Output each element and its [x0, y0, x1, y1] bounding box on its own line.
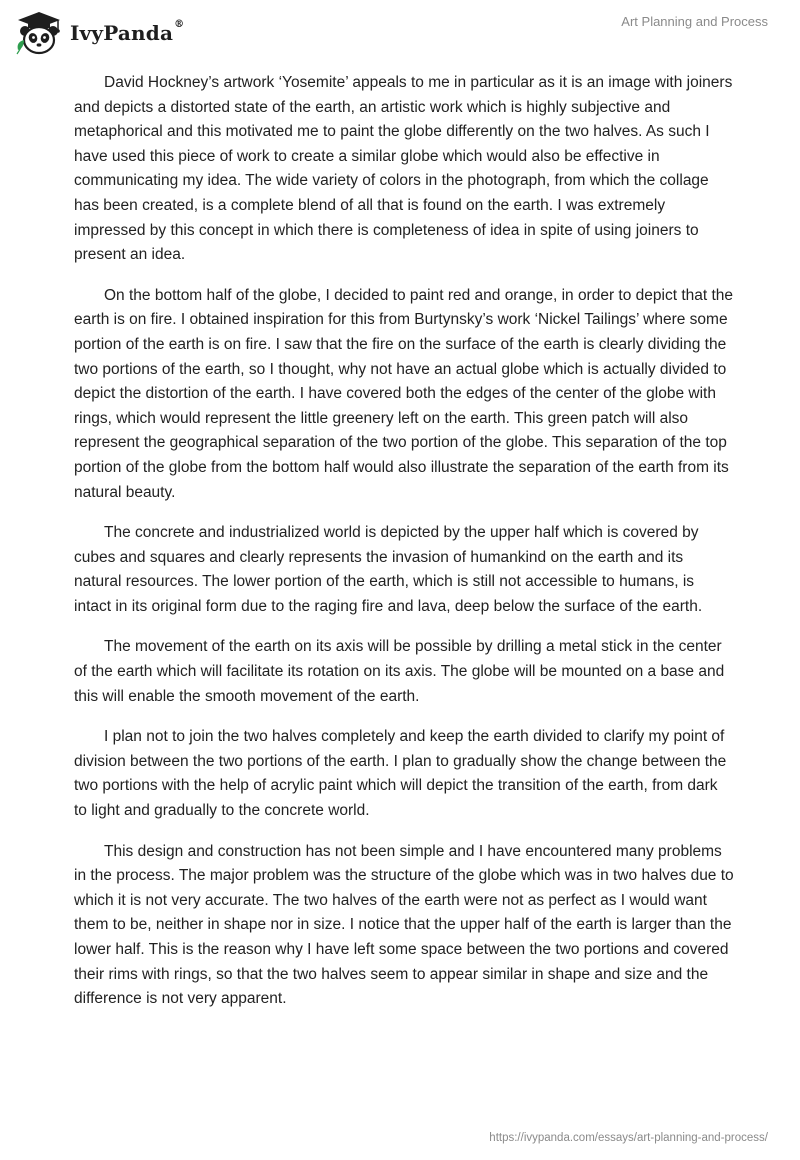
brand-name: [70, 21, 184, 45]
brand-name-text: IvyPanda: [70, 21, 174, 45]
paragraph: I plan not to join the two halves completely and keep the earth divided to clarify my point of division between the two portions of the earth. I plan to gradually show the change between the two portions with the help of acrylic paint which will depict the transition of the earth, from dark to light and gradually to the concrete world.: [74, 728, 727, 820]
paragraph: The concrete and industrialized world is depicted by the upper half which is covered by cubes and squares and clearly represents the invasion of humankind on the earth and its natural resources. The lower portion of the earth, which is still not accessible to humans, is intact in its original form due to the raging fire and lava, deep below the surface of the earth.: [74, 524, 703, 615]
page-header: [0, 0, 800, 70]
registered-mark: ®: [174, 19, 185, 30]
paragraph: This design and construction has not been simple and I have encountered many problems in the process. The major problem was the structure of the globe which was in two halves due to which it is not very accurate. The two halves of the earth were not as perfect as I would want them to be, neither in shape nor in size. I notice that the upper half of the earth is larger than the lower half. This is the reason why I have left some space between the two portions and covered their rims with rings, so that the two halves seem to appear similar in shape and size and the difference is not very apparent.: [74, 842, 734, 1008]
panda-graduation-cap-icon: [14, 10, 64, 56]
brand-logo[interactable]: [14, 10, 184, 56]
source-url-link[interactable]: https://ivypanda.com/essays/art-planning-and-process/: [489, 1132, 768, 1144]
paragraph: The movement of the earth on its axis will be possible by drilling a metal stick in the center of the earth which will facilitate its rotation on its axis. The globe will be mounted on a base and this will enable the smooth movement of the earth.: [74, 638, 725, 705]
essay-body: [74, 71, 734, 1028]
document-title: Art Planning and Process: [621, 14, 768, 29]
paragraph: David Hockney’s artwork ‘Yosemite’ appeals to me in particular as it is an image with joiners and depicts a distorted state of the earth, an artistic work which is highly subjective and metaphorical and this motivated me to paint the globe differently on the two halves. As such I have used this piece of work to create a similar globe which would also be effective in communicating my idea. The wide variety of colors in the photograph, from which the collage has been created, is a complete blend of all that is found on the earth. I was extremely impressed by this concept in which there is completeness of idea in spite of using joiners to present an idea.: [74, 74, 733, 264]
paragraph: On the bottom half of the globe, I decided to paint red and orange, in order to depict that the earth is on fire. I obtained inspiration for this from Burtynsky’s work ‘Nickel Tailings’ where some portion of the earth is on fire. I saw that the fire on the surface of the earth is clearly dividing the two portions of the earth, so I thought, why not have an actual globe which is actually divided to depict the distortion of the earth. I have covered both the edges of the center of the globe with rings, which would represent the little greenery left on the earth. This green patch will also represent the geographical separation of the two portion of the globe. This separation of the top portion of the globe from the bottom half would also illustrate the separation of the earth from its natural beauty.: [74, 286, 734, 501]
